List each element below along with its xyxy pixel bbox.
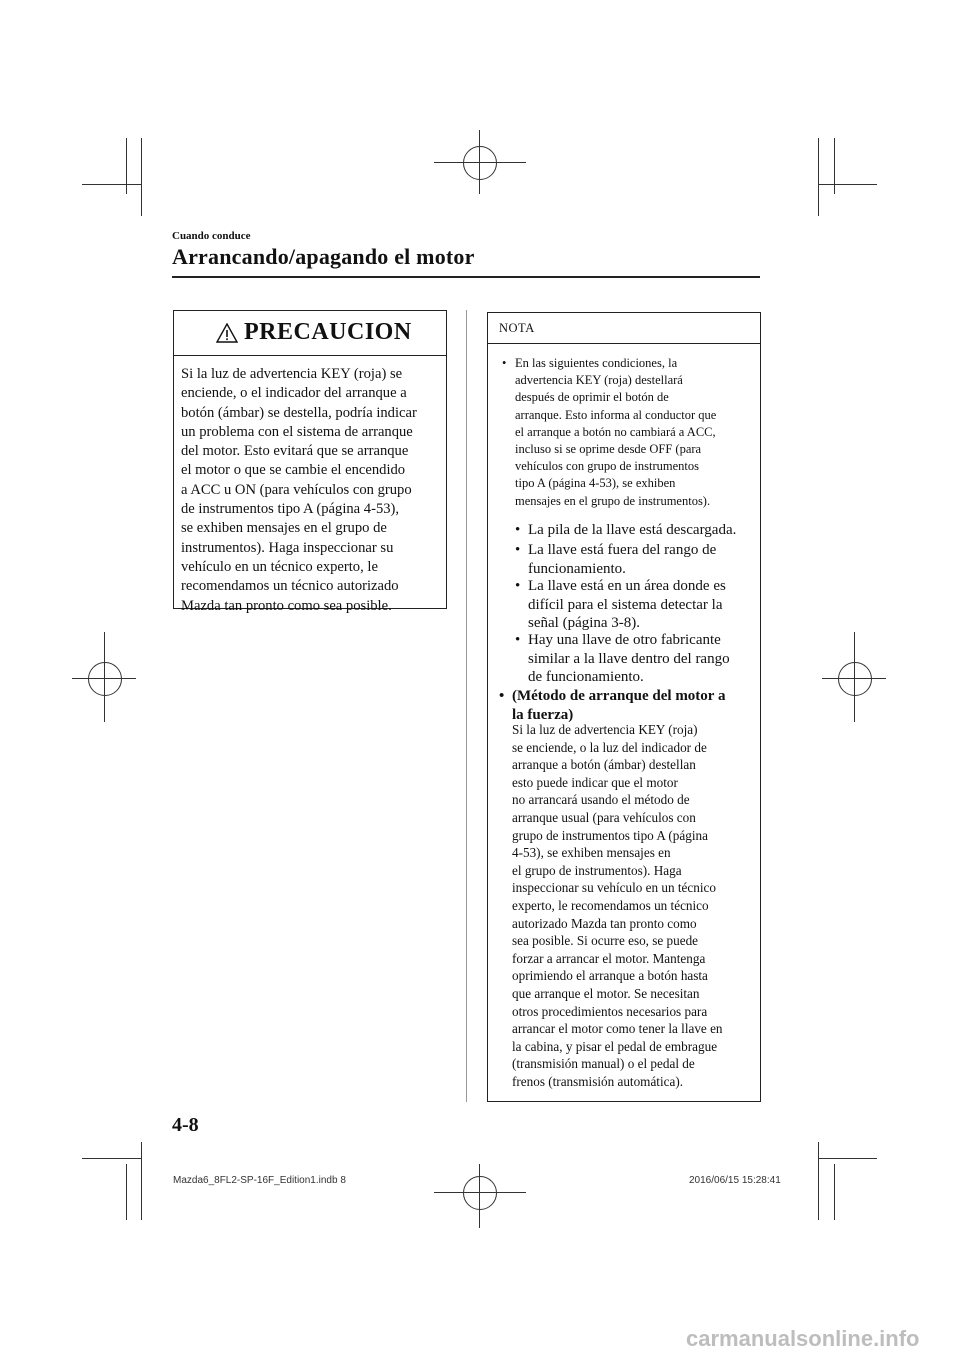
bullet-glyph: •: [515, 542, 521, 558]
print-date: 2016/06/15 15:28:41: [689, 1175, 781, 1186]
text-line: autorizado Mazda tan pronto como: [512, 915, 697, 931]
list-item: [515, 541, 760, 578]
text-line: incluso si se oprime desde OFF (para: [515, 442, 702, 457]
text-line: el arranque a botón no cambiará a ACC,: [515, 424, 716, 439]
section-label: Cuando conduce: [172, 230, 251, 242]
text-line: similar a la llave dentro del rango: [528, 650, 730, 667]
crop-mark: [834, 138, 835, 194]
text-line: arranque usual (para vehículos con: [512, 809, 696, 825]
crop-mark: [818, 1142, 819, 1220]
text-line: grupo de instrumentos tipo A (página: [512, 827, 708, 843]
registration-mark: [854, 632, 855, 722]
registration-mark: [463, 146, 497, 180]
text-line: 4-53), se exhiben mensajes en: [512, 845, 671, 861]
text-line: Si la luz de advertencia KEY (roja) se: [181, 366, 403, 382]
text-line: de funcionamiento.: [528, 669, 644, 686]
bullet-glyph: •: [515, 522, 521, 538]
text-line: funcionamiento.: [528, 560, 626, 577]
list-item: [515, 577, 760, 633]
registration-mark: [479, 1164, 480, 1228]
text-line: La pila de la llave está descargada.: [528, 522, 737, 538]
text-line: La llave está en un área donde es: [528, 578, 726, 594]
bullet-glyph: •: [502, 356, 507, 370]
crop-mark: [126, 138, 127, 194]
text-line: se exhiben mensajes en el grupo de: [181, 520, 387, 537]
note-box: [487, 312, 761, 1102]
text-line: a ACC u ON (para vehículos con grupo: [181, 481, 412, 498]
text-line: instrumentos). Haga inspeccionar su: [181, 539, 394, 556]
crop-mark: [818, 1158, 877, 1159]
text-line: vehículos con grupo de instrumentos: [515, 459, 699, 474]
text-line: arranque a botón (ámbar) destellan: [512, 757, 696, 773]
text-line: el motor o que se cambie el encendido: [181, 462, 406, 479]
bullet-glyph: •: [499, 688, 505, 704]
text-line: arrancar el motor como tener la llave en: [512, 1021, 723, 1037]
text-line: el grupo de instrumentos). Haga: [512, 862, 682, 878]
force-start-heading: [499, 687, 760, 724]
crop-mark: [126, 1164, 127, 1220]
text-line: experto, le recomendamos un técnico: [512, 897, 709, 913]
bullet-glyph: •: [515, 578, 521, 594]
text-line: del motor. Esto evitará que se arranque: [181, 443, 409, 460]
text-line: un problema con el sistema de arranque: [181, 423, 413, 440]
warning-triangle-icon: [216, 323, 238, 343]
text-line: mensajes en el grupo de instrumentos).: [515, 493, 711, 508]
note-title: NOTA: [499, 321, 535, 335]
registration-mark: [838, 662, 872, 696]
text-line: vehículo en un técnico experto, le: [181, 558, 378, 575]
text-line: sea posible. Si ocurre eso, se puede: [512, 933, 699, 949]
list-item: [515, 631, 760, 687]
text-line: advertencia KEY (roja) destellará: [515, 373, 683, 388]
text-line: señal (página 3-8).: [528, 615, 641, 632]
text-line: botón (ámbar) se destella, podría indicar: [181, 404, 417, 421]
crop-mark: [834, 1164, 835, 1220]
column-divider: [466, 310, 467, 1102]
caution-text: [181, 365, 443, 616]
text-line: de instrumentos tipo A (página 4-53),: [181, 501, 400, 518]
text-line: tipo A (página 4-53), se exhiben: [515, 476, 676, 491]
registration-mark: [463, 1176, 497, 1210]
print-file-info: Mazda6_8FL2-SP-16F_Edition1.indb 8: [173, 1175, 346, 1186]
text-line: arranque. Esto informa al conductor que: [515, 407, 717, 422]
watermark: carmanualsonline.info: [686, 1326, 920, 1351]
text-line: enciende, o el indicador del arranque a: [181, 385, 407, 402]
caution-header: [174, 311, 446, 356]
registration-mark: [88, 662, 122, 696]
text-line: difícil para el sistema detectar la: [528, 596, 723, 613]
caution-box: [173, 310, 447, 614]
text-line: otros procedimientos necesarios para: [512, 1003, 708, 1019]
text-line: la cabina, y pisar el pedal de embrague: [512, 1038, 718, 1054]
crop-mark: [82, 1158, 141, 1159]
page-title: Arrancando/apagando el motor: [172, 244, 475, 269]
crop-mark: [818, 138, 819, 216]
title-rule: [172, 276, 760, 278]
text-line: se enciende, o la luz del indicador de: [512, 739, 707, 755]
text-line: no arrancará usando el método de: [512, 792, 690, 808]
page-number: 4-8: [172, 1114, 199, 1136]
crop-mark: [818, 184, 877, 185]
crop-mark: [141, 1142, 142, 1220]
text-line: Mazda tan pronto como sea posible.: [181, 597, 392, 614]
force-start-text: [512, 721, 760, 1090]
bullet-glyph: •: [515, 632, 521, 648]
text-line: que arranque el motor. Se necesitan: [512, 985, 700, 1001]
text-line: oprimiendo el arranque a botón hasta: [512, 968, 708, 984]
caution-title: PRECAUCION: [244, 319, 412, 345]
registration-mark: [434, 162, 526, 163]
text-line: recomendamos un técnico autorizado: [181, 578, 399, 595]
text-line: (Método de arranque del motor a: [512, 688, 726, 704]
text-line: En las siguientes condiciones, la: [515, 356, 678, 370]
text-line: inspeccionar su vehículo en un técnico: [512, 880, 716, 896]
text-line: después de oprimir el botón de: [515, 390, 669, 405]
text-line: Si la luz de advertencia KEY (roja): [512, 722, 698, 737]
registration-mark: [104, 632, 105, 722]
text-line: la fuerza): [512, 706, 574, 723]
registration-mark: [434, 1192, 526, 1193]
text-line: forzar a arrancar el motor. Mantenga: [512, 950, 706, 966]
text-line: La llave está fuera del rango de: [528, 542, 717, 558]
text-line: (transmisión manual) o el pedal de: [512, 1056, 695, 1072]
list-item: [515, 521, 760, 540]
registration-mark: [479, 130, 480, 194]
text-line: frenos (transmisión automática).: [512, 1073, 684, 1089]
crop-mark: [141, 138, 142, 216]
text-line: Hay una llave de otro fabricante: [528, 632, 721, 648]
note-header: [488, 313, 760, 344]
note-intro: [502, 355, 760, 510]
text-line: esto puede indicar que el motor: [512, 774, 678, 790]
crop-mark: [82, 184, 141, 185]
